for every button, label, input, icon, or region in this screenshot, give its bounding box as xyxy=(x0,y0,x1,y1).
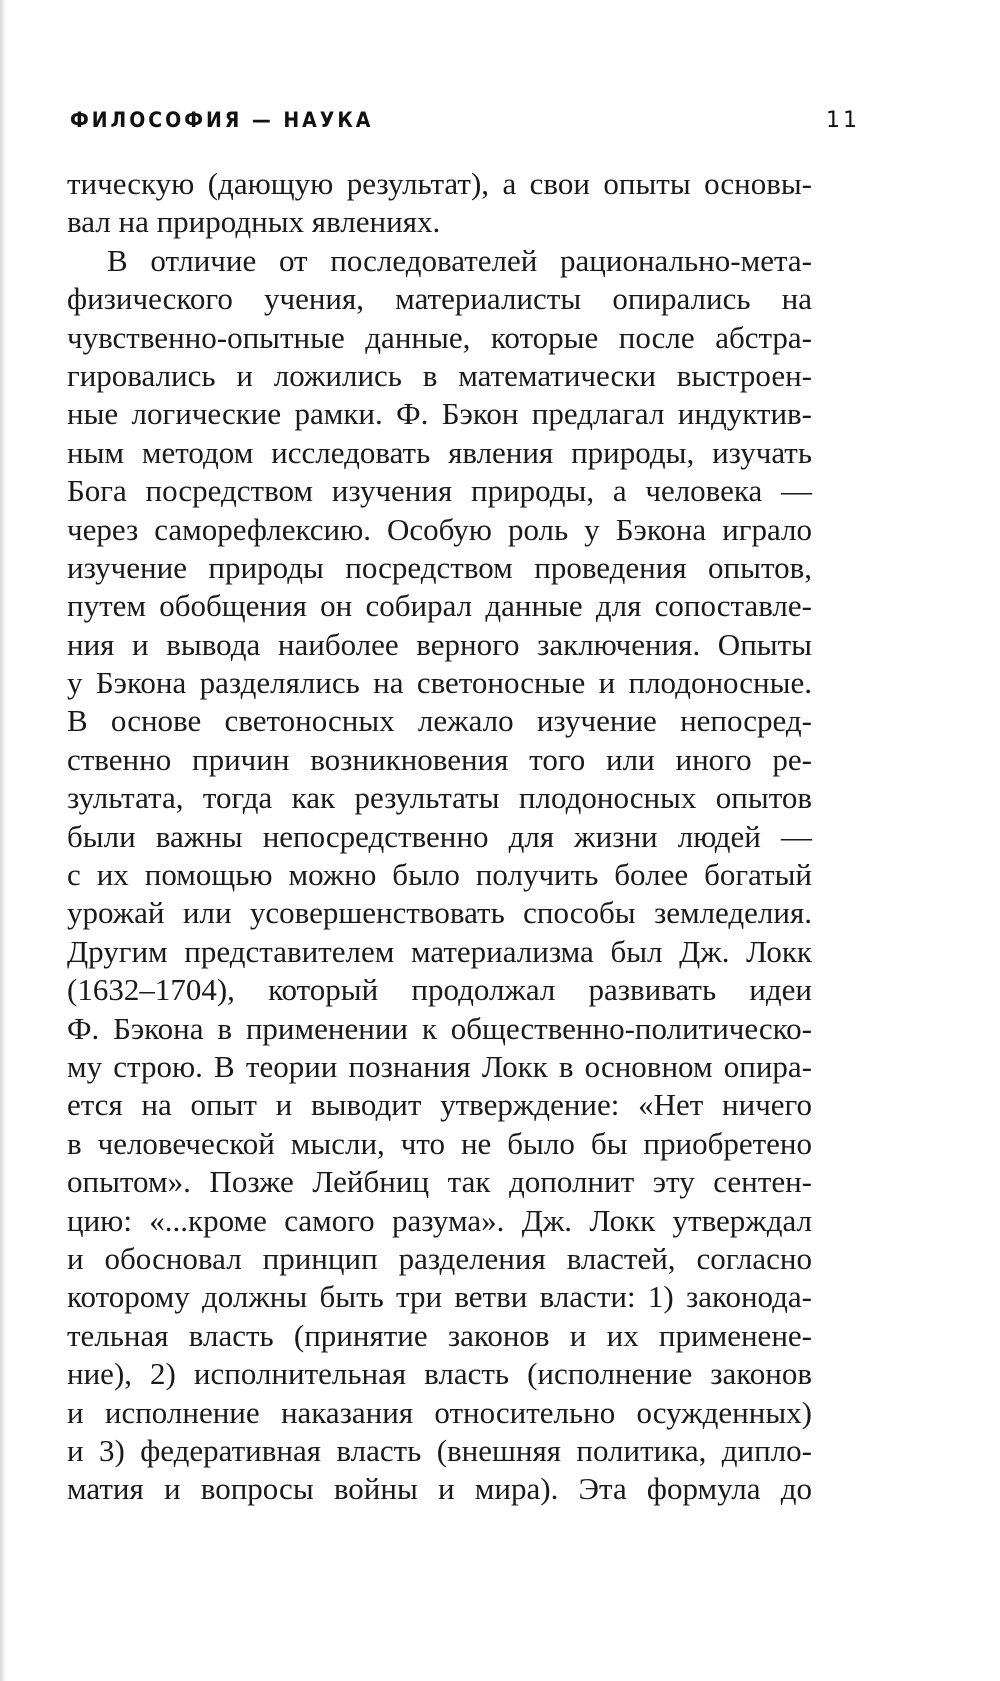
paragraph-start-line: В отличие от последователей рационально-мета- xyxy=(107,242,812,278)
text-line: зультата, тогда как результаты плодоносных опытов xyxy=(67,780,812,816)
text-line: путем обобщения он собирал данные для сопоставле- xyxy=(67,588,812,624)
text-line: ные логические рамки. Ф. Бэкон предлагал индуктив- xyxy=(67,396,812,432)
text-line: Бога посредством изучения природы, а человека — xyxy=(67,473,812,509)
page-number: 11 xyxy=(826,108,860,133)
text-line: и обосновал принцип разделения властей, согласно xyxy=(67,1240,812,1276)
text-line: чувственно-опытные данные, которые после абстра- xyxy=(67,319,812,355)
text-line: с их помощью можно было получить более богатый xyxy=(67,857,812,893)
text-line: Другим представителем материализма был Дж. Локк xyxy=(67,933,812,969)
text-line: в человеческой мысли, что не было бы приобретено xyxy=(67,1125,812,1161)
text-line: ние), 2) исполнительная власть (исполнение законов xyxy=(67,1356,812,1392)
text-line: тельная власть (принятие законов и их применене- xyxy=(67,1317,812,1353)
text-line: изучение природы посредством проведения опытов, xyxy=(67,549,812,585)
text-line: ется на опыт и выводит утверждение: «Нет ничего xyxy=(67,1087,812,1123)
text-line: урожай или усовершенствовать способы земледелия. xyxy=(67,895,812,931)
text-line: опытом». Позже Лейбниц так дополнит эту сентен- xyxy=(67,1164,812,1200)
text-line: вал на природных явлениях. xyxy=(67,204,441,240)
text-line: ственно причин возникновения того или иного ре- xyxy=(67,741,812,777)
text-line: и исполнение наказания относительно осужденных) xyxy=(67,1394,812,1430)
text-line: физического учения, материалисты опирались на xyxy=(67,281,812,317)
text-line: цию: «...кроме самого разума». Дж. Локк утверждал xyxy=(67,1202,812,1238)
text-line: (1632–1704), который продолжал развивать идеи xyxy=(67,972,812,1008)
text-line: тическую (дающую результат), а свои опыты основы- xyxy=(67,166,812,201)
text-line: были важны непосредственно для жизни людей — xyxy=(67,818,812,854)
text-line: и 3) федеративная власть (внешняя политика, дипло- xyxy=(67,1432,812,1468)
text-line: ным методом исследовать явления природы, изучать xyxy=(67,434,812,470)
text-line: Ф. Бэкона в применении к общественно-политическо- xyxy=(67,1010,812,1046)
text-line: му строю. В теории познания Локк в основном опира- xyxy=(67,1048,812,1084)
text-line: матия и вопросы войны и мира). Эта формула до xyxy=(67,1471,812,1507)
running-head: ФИЛОСОФИЯ — НАУКА xyxy=(70,108,374,132)
body-text xyxy=(67,165,812,1509)
text-line: которому должны быть три ветви власти: 1) законода- xyxy=(67,1279,812,1315)
text-line: гировались и ложились в математически выстроен- xyxy=(67,357,812,393)
text-line: через саморефлексию. Особую роль у Бэкона играло xyxy=(67,511,812,547)
text-line: ния и вывода наиболее верного заключения. Опыты xyxy=(67,626,812,662)
page-edge-shadow xyxy=(0,0,6,1681)
text-line: у Бэкона разделялись на светоносные и плодоносные. xyxy=(67,665,812,701)
text-line: В основе светоносных лежало изучение непосред- xyxy=(67,703,812,739)
